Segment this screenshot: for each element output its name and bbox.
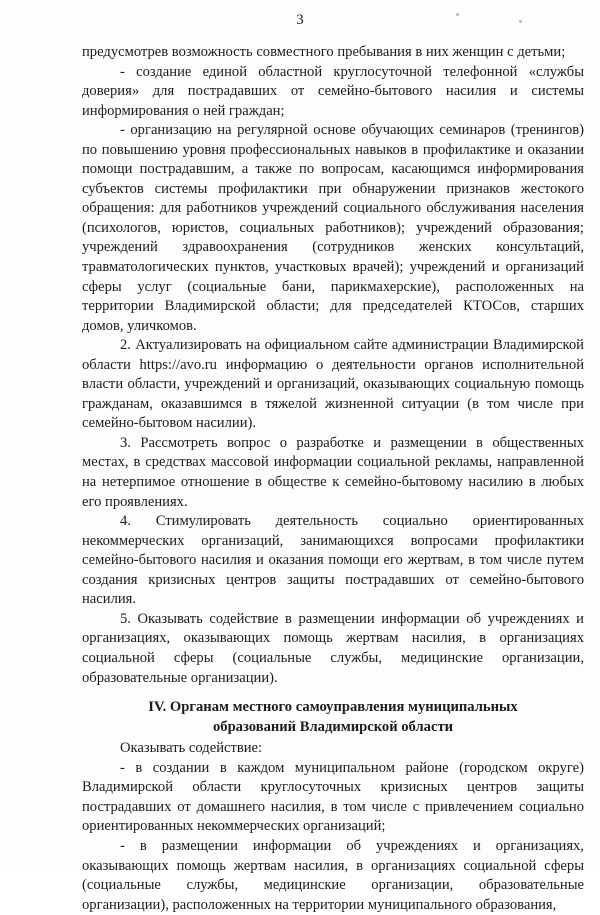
paragraph-item-2: 2. Актуализировать на официальном сайте администрации Владимирской области https://avo.ru информацию о деятельности органов исполнительной власти области, учреждений и организаций, оказывающих социальную помощь гражданам, оказавшимся в тяжелой жизненной ситуации (в том числе при семейно-бытовом насилии). <box>82 337 584 432</box>
section-heading <box>82 698 584 737</box>
section-intro: Оказывать содействие: <box>120 740 263 757</box>
paragraph-item-5: 5. Оказывать содействие в размещении информации об учреждениях и организациях, оказывающих помощь жертвам насилия, в организациях социальной сферы (социальные службы, медицинские организации, образовательные организации). <box>82 610 584 686</box>
document-body <box>82 43 584 915</box>
scan-speck <box>519 20 522 23</box>
section-heading-line-1: IV. Органам местного самоуправления муниципальных <box>148 699 518 716</box>
paragraph-item-3: 3. Рассмотреть вопрос о разработке и размещении в общественных местах, в средствах массовой информации социальной рекламы, направленной на нетерпимое отношение в обществе к семейно-бытовому насилию в любых его проявлениях. <box>82 434 584 510</box>
list-item-hotline: - создание единой областной круглосуточной телефонной «службы доверия» для пострадавших от семейно-бытового насилия и системы информирования о ней граждан; <box>82 63 584 119</box>
scan-speck <box>456 13 459 16</box>
list-item-crisis-centers: - в создании в каждом муниципальном районе (городском округе) Владимирской области круглосуточных кризисных центров защиты пострадавших от домашнего насилия, в том числе с привлечением социально ориентированных некоммерческих организаций; <box>82 759 584 835</box>
section-heading-line-2: образований Владимирской области <box>212 718 454 735</box>
list-item-seminars: - организацию на регулярной основе обучающих семинаров (тренингов) по повышению уровня профессиональных навыков в профилактике и оказании помощи пострадавшим, а также по вопросам, касающимся информирования субъектов системы профилактики при обнаружении признаков жестокого обращения: для работников учреждений социального обслуживания населения (психологов, юристов, социальных работников); учреждений образования; учреждений здравоохранения (сотрудников женских консультаций, травматологических пунктов, участковых врачей); учреждений и организаций сферы услуг (социальные бани, парикмахерские), расположенных на территории Владимирской области; для председателей КТОСов, старших домов, уличкомов. <box>82 122 584 334</box>
page-number: 3 <box>296 12 304 28</box>
paragraph-continuation: предусмотрев возможность совместного пребывания в них женщин с детьми; <box>82 44 566 60</box>
list-item-information: - в размещении информации об учреждениях и организациях, оказывающих помощь жертвам насилия, в организациях социальной сферы (социальные службы, медицинские организации, образовательные организации), расположенных на территории муниципального образования, <box>82 837 584 913</box>
paragraph-item-4: 4. Стимулировать деятельность социально ориентированных некоммерческих организаций, занимающихся вопросами профилактики семейно-бытового насилия и оказания помощи его жертвам, в том числе путем создания кризисных центров защиты пострадавших от семейно-бытового насилия. <box>82 513 584 608</box>
